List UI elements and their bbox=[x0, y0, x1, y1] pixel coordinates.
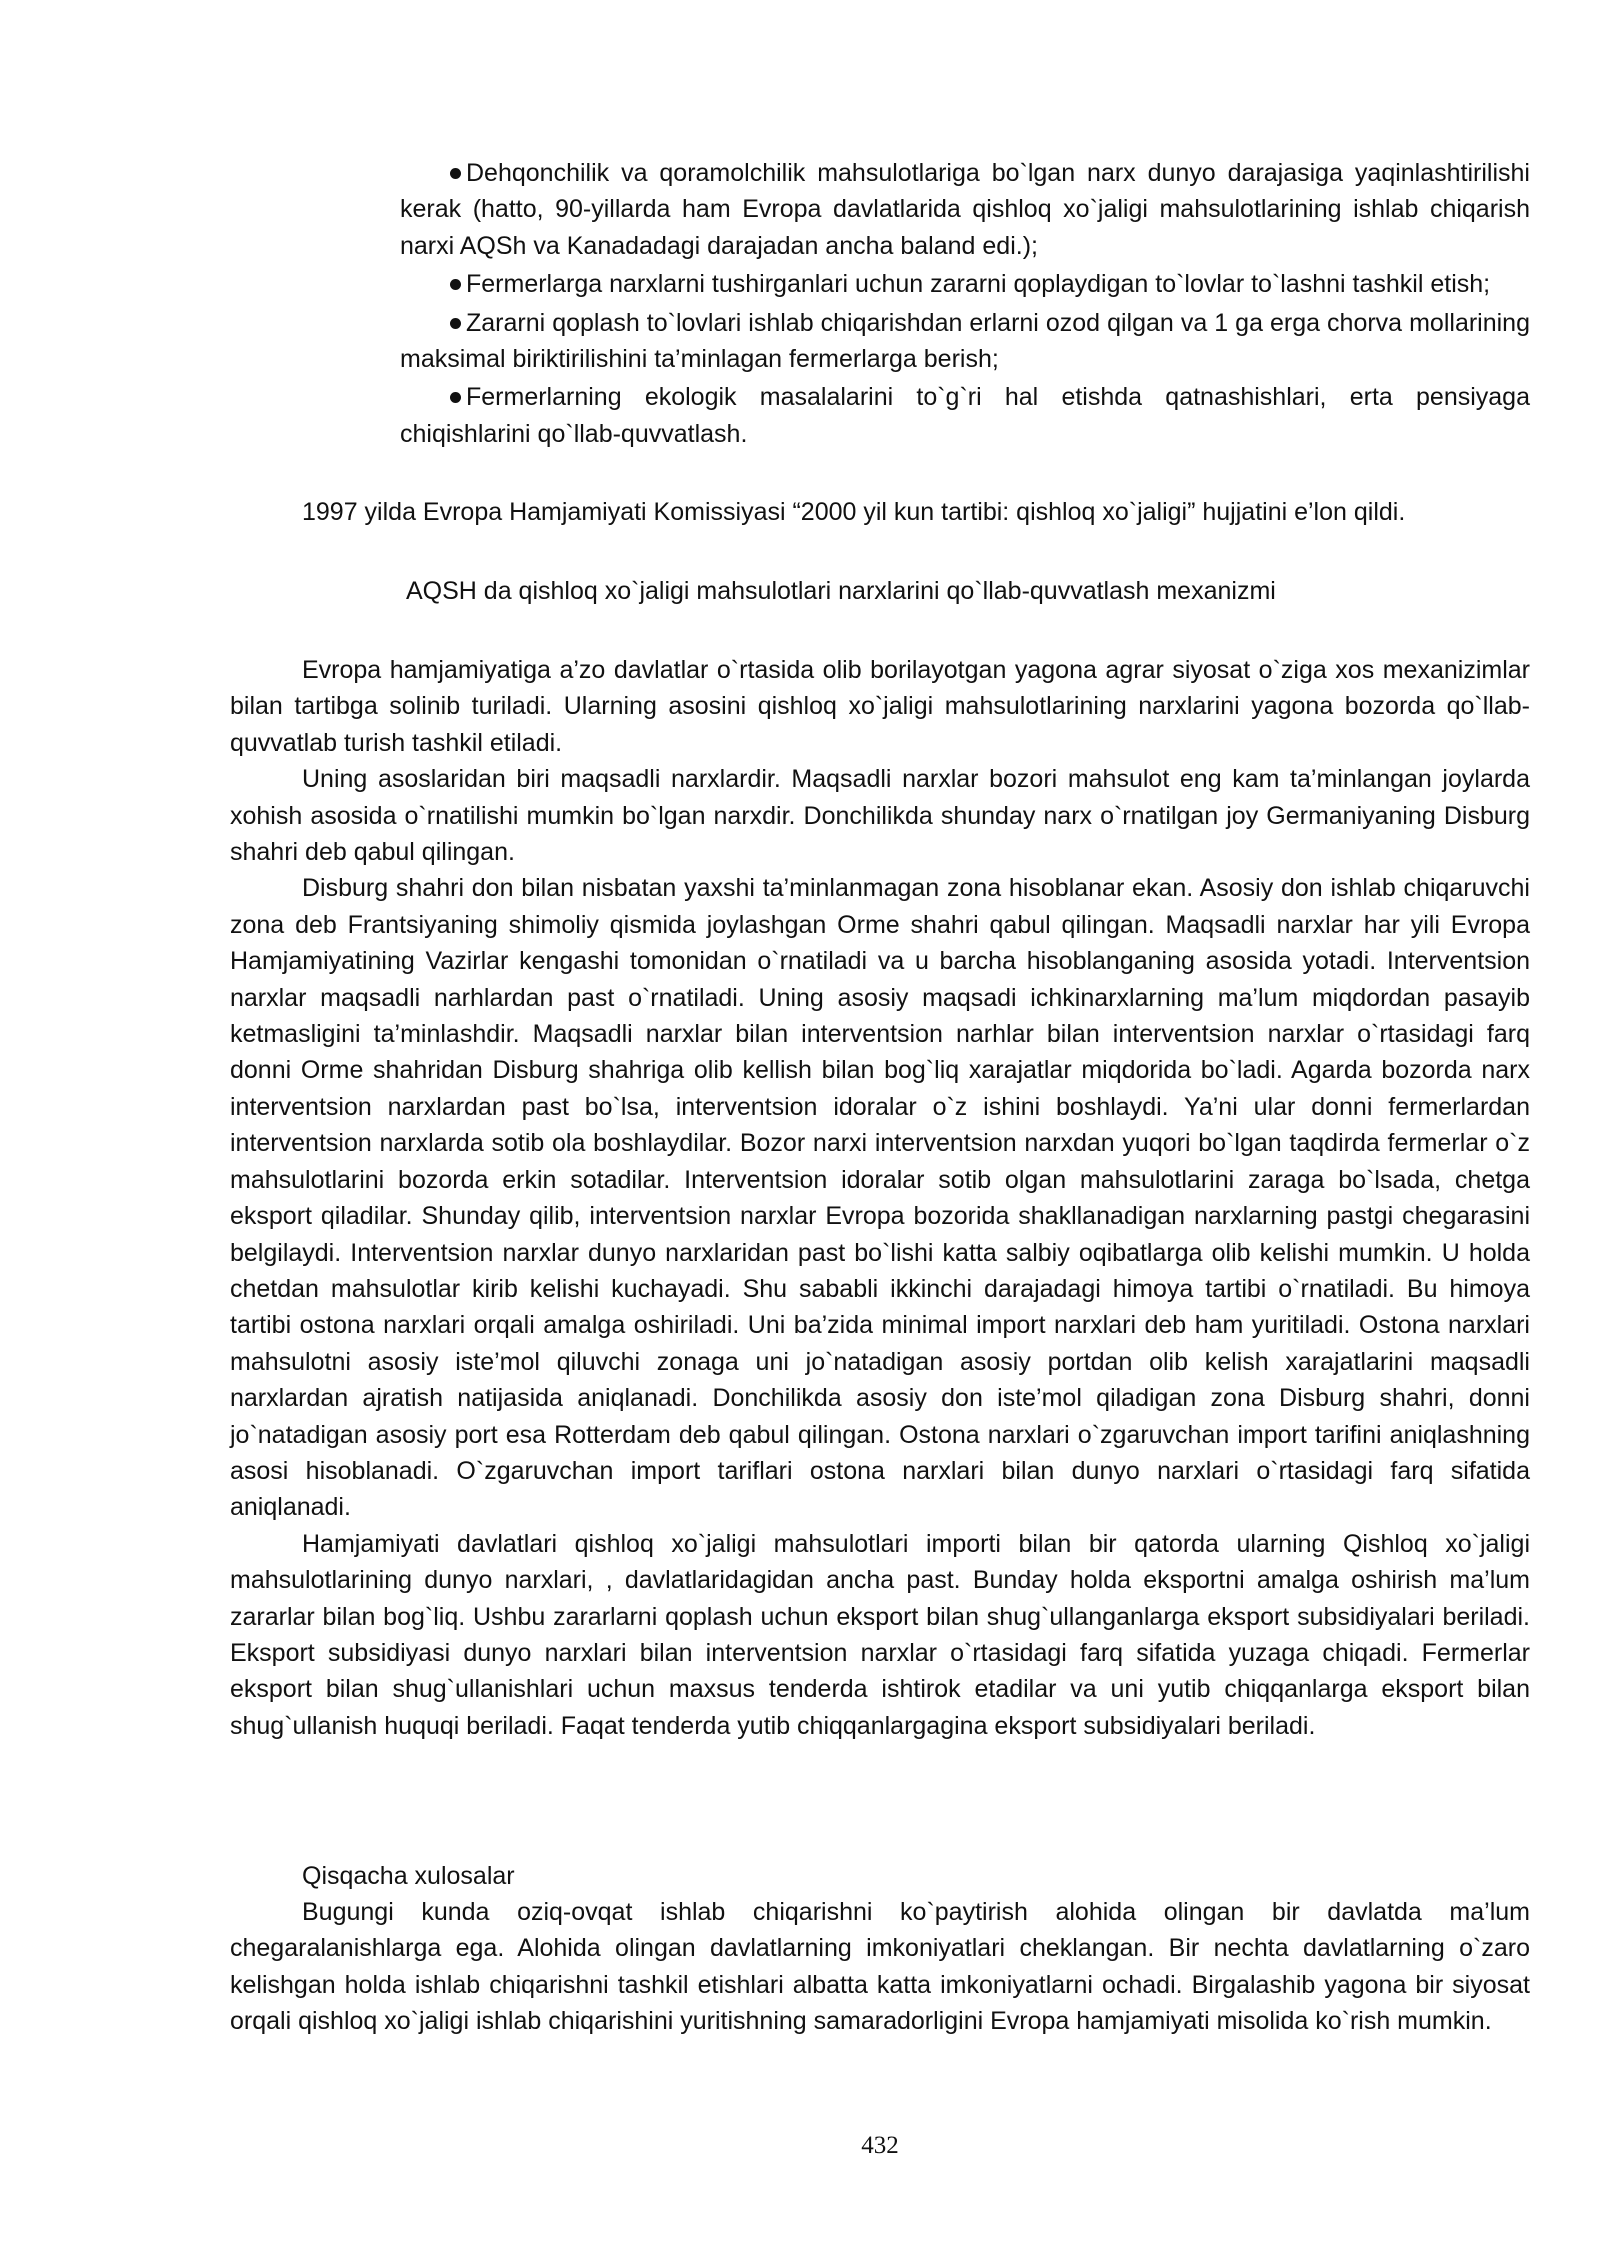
paragraph: Hamjamiyati davlatlari qishloq xo`jaligi mahsulotlari importi bilan bir qatorda ularning Qishloq xo`jaligi mahsulotlarining dunyo narxlari, , davlatlaridagidan ancha past. Bunday holda eksportni amalga oshirish ma’lum zararlar bilan bog`liq. Ushbu zararlarni qoplash uchun eksport bilan shug`ullanganlarga eksport subsidiyalari beriladi. Eksport subsidiyasi dunyo narxlari bilan interventsion narxlar o`rtasidagi farq sifatida yuzaga chiqadi. Fermerlar eksport bilan shug`ullanishlari uchun maxsus tenderda ishtirok etadilar va uni yutib chiqqanlarga eksport bilan shug`ullanish huquqi beriladi. Faqat tenderda yutib chiqqanlargagina eksport subsidiyalari beriladi. bbox=[230, 1529, 1530, 1740]
conclusion-section bbox=[230, 1894, 1530, 2040]
bullet-text: Zararni qoplash to`lovlari ishlab chiqarishdan erlarni ozod qilgan va 1 ga erga chorva mollarining maksimal biriktirilishini ta’minlagan fermerlarga berish; bbox=[400, 308, 1530, 374]
bullet-text: Fermerlarning ekologik masalalarini to`g`ri hal etishda qatnashishlari, erta pensiyaga chiqishlarini qo`llab-quvvatlash. bbox=[400, 383, 1530, 448]
bullet-text: Dehqonchilik va qoramolchilik mahsulotlariga bo`lgan narx dunyo darajasiga yaqinlashtirilishi kerak (hatto, 90-yillarda ham Evropa davlatlarida qishloq xo`jaligi mahsulotlarining ishlab chiqarish narxi AQSh va Kanadadagi darajadan ancha baland edi.); bbox=[400, 159, 1530, 260]
paragraph: Evropa hamjamiyatiga a’zo davlatlar o`rtasida olib borilayotgan yagona agrar siyosat o`ziga xos mexanizimlar bilan tartibga solinib turiladi. Ularning asosini qishloq xo`jaligi mahsulotlarining narxlarini yagona bozorda qo`llab-quvvatlab turish tashkil etiladi. bbox=[230, 656, 1530, 757]
conclusion-title: Qisqacha xulosalar bbox=[302, 1862, 515, 1890]
bullet-list bbox=[400, 155, 1530, 454]
bullet-item bbox=[400, 379, 1530, 452]
bullet-dot-icon bbox=[450, 318, 461, 329]
section-title: AQSH da qishloq xo`jaligi mahsulotlari narxlarini qo`llab-quvvatlash mexanizmi bbox=[406, 577, 1276, 605]
bullet-item bbox=[400, 155, 1530, 264]
bullet-text: Fermerlarga narxlarni tushirganlari uchun zararni qoplaydigan to`lovlar to`lashni tashkil etish; bbox=[466, 270, 1491, 299]
conclusion-paragraph: Bugungi kunda oziq-ovqat ishlab chiqarishni ko`paytirish alohida olingan bir davlatda ma’lum chegaralanishlarga ega. Alohida olingan davlatlarning imkoniyatlari cheklangan. Bir nechta davlatlarning o`zaro kelishgan holda ishlab chiqarishni tashkil etishlari albatta katta imkoniyatlarni ochadi. Birgalashib yagona bir siyosat orqali qishloq xo`jaligi ishlab chiqarishini yuritishning samaradorligini Evropa hamjamiyati misolida ko`rish mumkin. bbox=[230, 1898, 1530, 2036]
main-text bbox=[230, 652, 1530, 1744]
commission-note: 1997 yilda Evropa Hamjamiyati Komissiyasi “2000 yil kun tartibi: qishloq xo`jaligi” hujjatini e’lon qildi. bbox=[302, 498, 1406, 526]
page-number: 432 bbox=[861, 2132, 899, 2159]
bullet-dot-icon bbox=[450, 392, 461, 403]
paragraph: Disburg shahri don bilan nisbatan yaxshi ta’minlanmagan zona hisoblanar ekan. Asosiy don ishlab chiqaruvchi zona deb Frantsiyaning shimoliy qismida joylashgan Orme shahri qabul qilingan. Maqsadli narxlar har yili Evropa Hamjamiyatining Vazirlar kengashi tomonidan o`rnatiladi va u barcha hisoblanganing asosida yotadi. Interventsion narxlar maqsadli narhlardan past o`rnatiladi. Uning asosiy maqsadi ichkinarxlarning ma’lum miqdordan pasayib ketmasligini ta’minlashdir. Maqsadli narxlar bilan interventsion narhlar bilan interventsion narxlar o`rtasidagi farq donni Orme shahridan Disburg shahriga olib kellish bilan bog`liq xarajatlar miqdorida bo`ladi. Agarda bozorda narx interventsion narxlardan past bo`lsa, interventsion idoralar o`z ishini boshlaydi. Ya’ni ular donni fermerlardan interventsion narxlarda sotib ola boshlaydilar. Bozor narxi interventsion narxdan yuqori bo`lgan taqdirda fermerlar o`z mahsulotlarini bozorda erkin sotadilar. Interventsion idoralar sotib olgan mahsulotlarini zaraga bo`lsada, chetga eksport qiladilar. Shunday qilib, interventsion narxlar Evropa bozorida shakllanadigan narxlarning pastgi chegarasini belgilaydi. Interventsion narxlar dunyo narxlaridan past bo`lishi katta salbiy oqibatlarga olib kelishi mumkin. U holda chetdan mahsulotlar kirib kelishi kuchayadi. Shu sababli ikkinchi darajadagi himoya tartibi o`rnatiladi. Bu himoya tartibi ostona narxlari orqali amalga oshiriladi. Uni ba’zida minimal import narxlari deb ham yuritiladi. Ostona narxlari mahsulotni asosiy iste’mol qiluvchi zonaga uni jo`natadigan asosiy portdan olib kelish xarajatlarini maqsadli narxlardan ajratish natijasida aniqlanadi. Donchilikda asosiy don iste’mol qiladigan zona Disburg shahri, donni jo`natadigan asosiy port esa Rotterdam deb qabul qilingan. Ostona narxlari o`zgaruvchan import tarifini aniqlashning asosi hisoblanadi. O`zgaruvchan import tariflari ostona narxlari bilan dunyo narxlari o`rtasidagi farq sifatida aniqlanadi. bbox=[230, 874, 1530, 1522]
bullet-dot-icon bbox=[450, 279, 461, 290]
paragraph: Uning asoslaridan biri maqsadli narxlardir. Maqsadli narxlar bozori mahsulot eng kam ta’minlangan joylarda xohish asosida o`rnatilishi mumkin bo`lgan narxdir. Donchilikda shunday narx o`rnatilgan joy Germaniyaning Disburg shahri deb qabul qilingan. bbox=[230, 765, 1530, 867]
bullet-item bbox=[400, 305, 1530, 378]
bullet-dot-icon bbox=[450, 168, 461, 179]
bullet-item bbox=[400, 266, 1530, 302]
